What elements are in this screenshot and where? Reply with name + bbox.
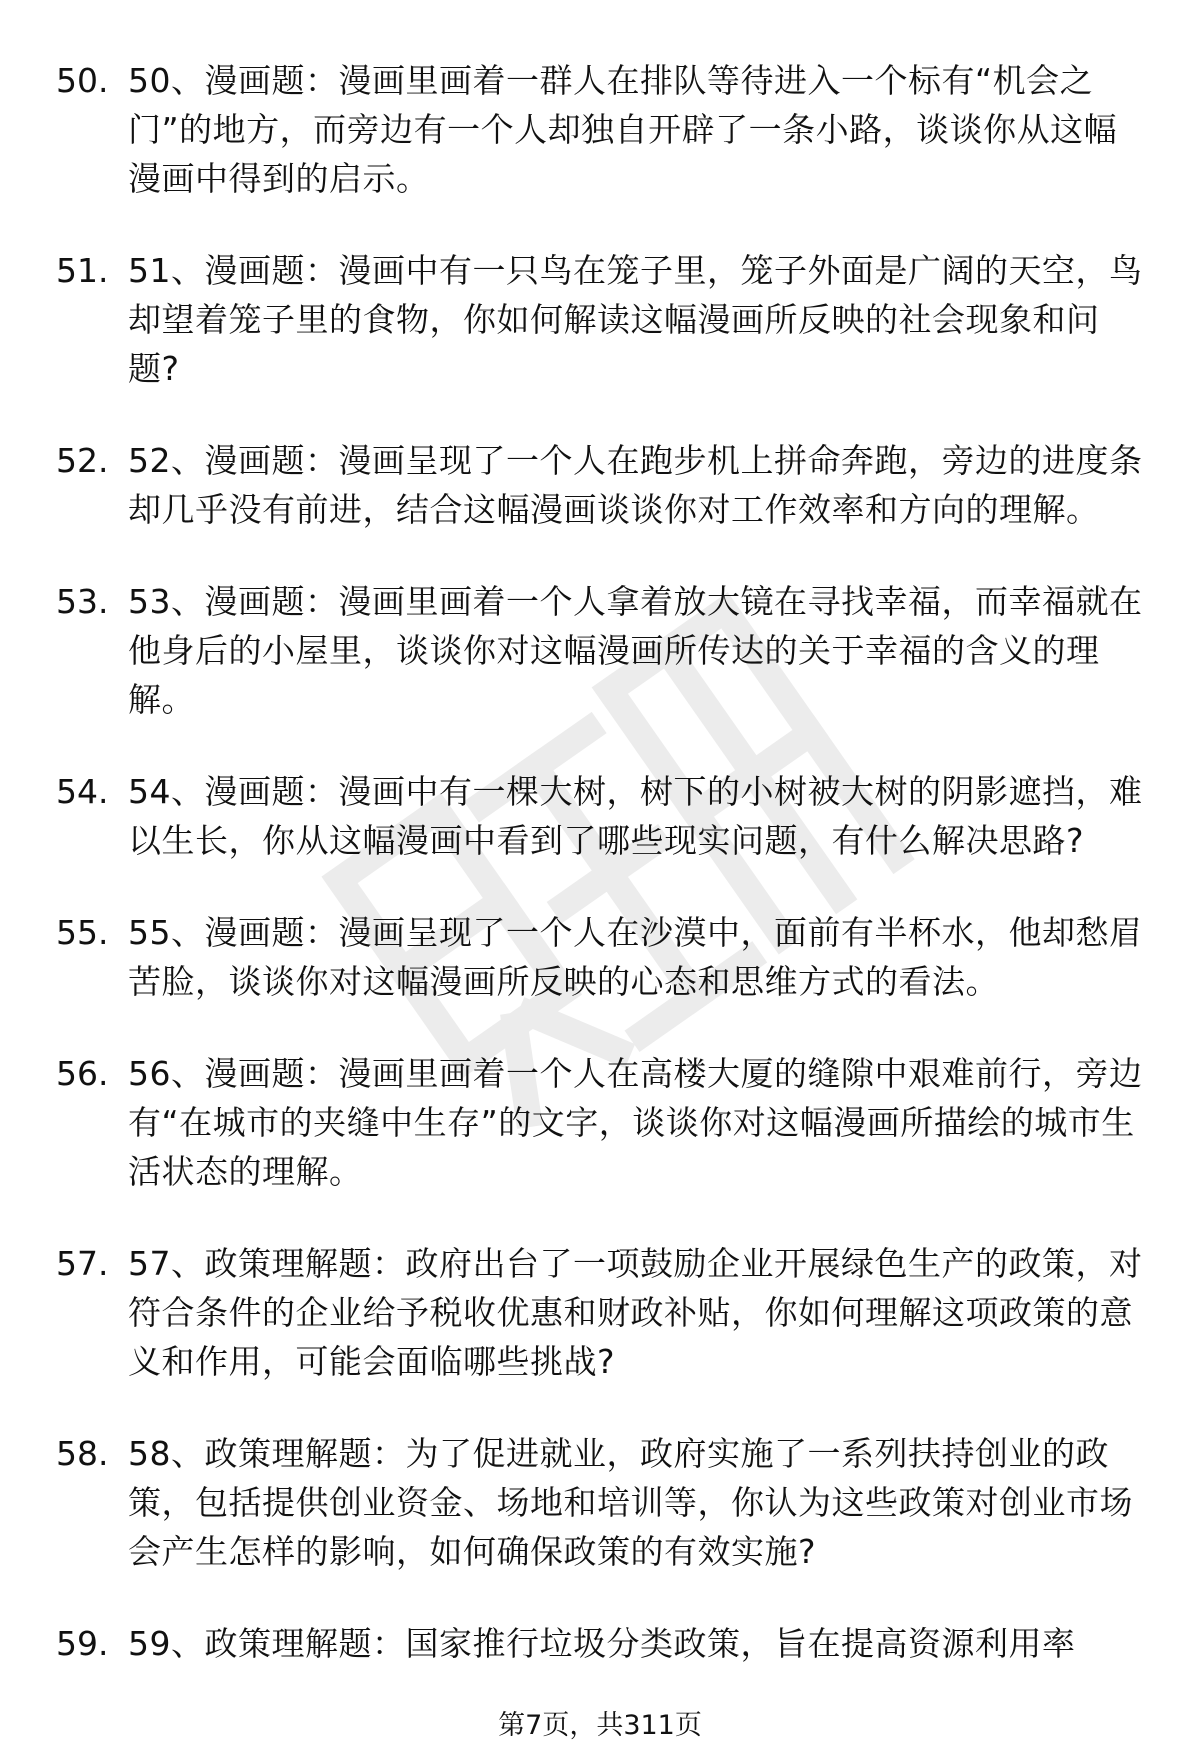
question-item <box>0 767 1200 865</box>
question-text: 59、政策理解题：国家推行垃圾分类政策，旨在提高资源利用率 <box>128 1624 1076 1663</box>
document-body <box>0 56 1200 1668</box>
question-number: 51. <box>56 251 109 290</box>
question-list <box>0 56 1200 1668</box>
question-text: 54、漫画题：漫画中有一棵大树，树下的小树被大树的阴影遮挡，难以生长，你从这幅漫画中看到了哪些现实问题，有什么解决思路? <box>128 772 1143 860</box>
page-number-label: 第7页，共311页 <box>498 1710 702 1741</box>
question-text: 56、漫画题：漫画里画着一个人在高楼大厦的缝隙中艰难前行，旁边有“在城市的夹缝中生存”的文字，谈谈你对这幅漫画所描绘的城市生活状态的理解。 <box>128 1054 1143 1191</box>
question-number: 59. <box>56 1624 109 1663</box>
question-number: 52. <box>56 441 109 480</box>
question-number: 58. <box>56 1434 109 1473</box>
question-item <box>0 246 1200 393</box>
question-item <box>0 577 1200 724</box>
question-text: 58、政策理解题：为了促进就业，政府实施了一系列扶持创业的政策，包括提供创业资金、场地和培训等，你认为这些政策对创业市场会产生怎样的影响，如何确保政策的有效实施? <box>128 1434 1133 1571</box>
question-number: 57. <box>56 1244 109 1283</box>
question-text: 57、政策理解题：政府出台了一项鼓励企业开展绿色生产的政策，对符合条件的企业给予税收优惠和财政补贴，你如何理解这项政策的意义和作用，可能会面临哪些挑战? <box>128 1244 1143 1381</box>
question-number: 54. <box>56 772 109 811</box>
question-item <box>0 1619 1200 1668</box>
question-text: 55、漫画题：漫画呈现了一个人在沙漠中，面前有半杯水，他却愁眉苦脸，谈谈你对这幅漫画所反映的心态和思维方式的看法。 <box>128 913 1143 1001</box>
question-item <box>0 1239 1200 1386</box>
question-number: 56. <box>56 1054 109 1093</box>
question-number: 53. <box>56 582 109 621</box>
question-item <box>0 1049 1200 1196</box>
question-text: 50、漫画题：漫画里画着一群人在排队等待进入一个标有“机会之门”的地方，而旁边有一个人却独自开辟了一条小路，谈谈你从这幅漫画中得到的启示。 <box>128 61 1118 198</box>
question-text: 52、漫画题：漫画呈现了一个人在跑步机上拼命奔跑，旁边的进度条却几乎没有前进，结合这幅漫画谈谈你对工作效率和方向的理解。 <box>128 441 1143 529</box>
question-item <box>0 1429 1200 1576</box>
page-footer <box>0 1706 1200 1746</box>
question-item <box>0 436 1200 534</box>
question-item <box>0 56 1200 203</box>
question-number: 55. <box>56 913 109 952</box>
question-text: 53、漫画题：漫画里画着一个人拿着放大镜在寻找幸福，而幸福就在他身后的小屋里，谈谈你对这幅漫画所传达的关于幸福的含义的理解。 <box>128 582 1143 719</box>
question-number: 50. <box>56 61 109 100</box>
question-text: 51、漫画题：漫画中有一只鸟在笼子里，笼子外面是广阔的天空，鸟却望着笼子里的食物，你如何解读这幅漫画所反映的社会现象和问题? <box>128 251 1143 388</box>
question-item <box>0 908 1200 1006</box>
